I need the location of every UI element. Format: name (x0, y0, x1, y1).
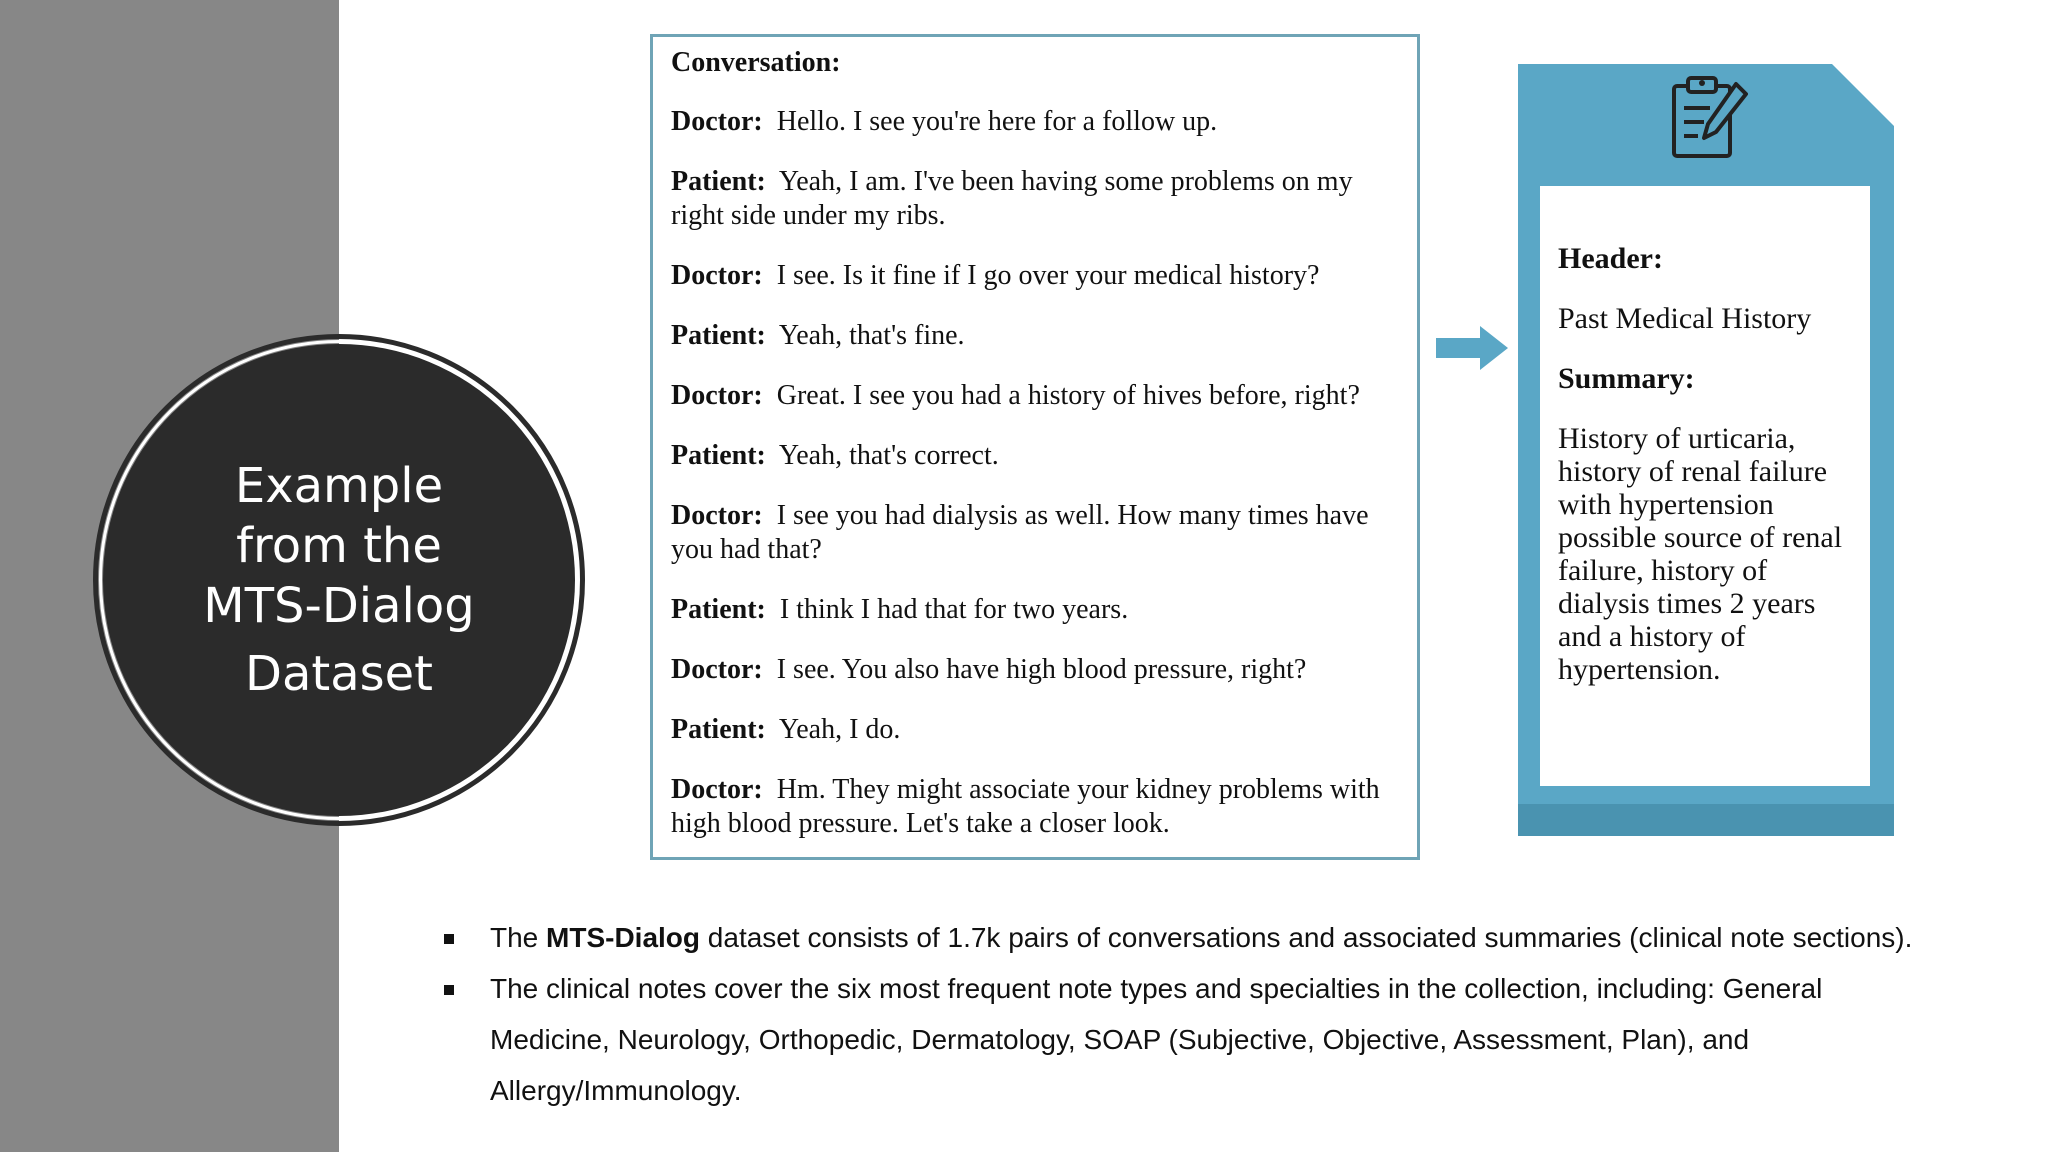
conversation-turn (671, 439, 1399, 473)
header-label: Header: (1558, 242, 1663, 275)
turn-text: I see. You also have high blood pressure, right? (776, 654, 1307, 685)
turn-text: Hello. I see you're here for a follow up. (776, 106, 1218, 137)
arrow-right-icon (1436, 326, 1508, 370)
turn-text: Hm. They might associate your kidney problems with high blood pressure. Let's take a closer look. (671, 774, 1380, 839)
conversation-turn (671, 499, 1399, 567)
title-line-3: MTS-Dialog (203, 578, 475, 634)
note-content (1540, 186, 1870, 786)
speaker-label: Patient: (671, 320, 766, 351)
conversation-turn (671, 653, 1399, 687)
bullet-item (440, 963, 1940, 1116)
conversation-turn (671, 593, 1399, 627)
header-value: Past Medical History (1558, 302, 1812, 335)
speaker-label: Doctor: (671, 500, 763, 531)
turn-text: Great. I see you had a history of hives before, right? (776, 380, 1360, 411)
dataset-name: MTS-Dialog (546, 922, 701, 953)
speaker-label: Doctor: (671, 260, 763, 291)
title-disc (103, 344, 575, 816)
conversation-box (650, 34, 1420, 860)
speaker-label: Doctor: (671, 380, 763, 411)
turn-text: Yeah, I do. (778, 714, 901, 745)
turn-text: Yeah, that's fine. (778, 320, 965, 351)
turn-text: I see. Is it fine if I go over your medical history? (776, 260, 1320, 291)
clipboard-icon (1670, 72, 1750, 160)
conversation-turn (671, 105, 1399, 139)
bullet-list (440, 912, 1940, 1116)
conversation-turn (671, 713, 1399, 747)
turn-text: I see you had dialysis as well. How many times have you had that? (671, 500, 1369, 565)
bullet-item (440, 912, 1940, 963)
title-line-2: from the (236, 518, 442, 574)
turn-text: I think I had that for two years. (779, 594, 1129, 625)
bullet-text-pre: The (490, 922, 547, 953)
speaker-label: Doctor: (671, 106, 763, 137)
speaker-label: Patient: (671, 714, 766, 745)
speaker-label: Patient: (671, 594, 766, 625)
conversation-turn (671, 259, 1399, 293)
bullet-text-post: dataset consists of 1.7k pairs of conversations and associated summaries (clinical note sections). (700, 922, 1913, 953)
summary-label: Summary: (1558, 362, 1695, 395)
title-line-4: Dataset (245, 646, 433, 702)
conversation-turn (671, 165, 1399, 233)
turn-text: Yeah, I am. I've been having some problems on my right side under my ribs. (671, 166, 1353, 231)
title-line-1: Example (234, 458, 444, 514)
speaker-label: Patient: (671, 166, 766, 197)
speaker-label: Patient: (671, 440, 766, 471)
conversation-heading: Conversation: (671, 47, 841, 78)
speaker-label: Doctor: (671, 654, 763, 685)
bullet-square-icon (444, 985, 454, 995)
bullet-square-icon (444, 934, 454, 944)
conversation-turn (671, 379, 1399, 413)
speaker-label: Doctor: (671, 774, 763, 805)
conversation-turn (671, 319, 1399, 353)
bullet-text: The clinical notes cover the six most frequent note types and specialties in the collection, including: General Medicine, Neurology, Orthopedic, Dermatology, SOAP (Subjective, Objective, Assessment, Plan), and Allergy/Immunology. (490, 973, 1823, 1106)
turn-text: Yeah, that's correct. (778, 440, 999, 471)
conversation-turn (671, 773, 1399, 841)
summary-text: History of urticaria, history of renal failure with hypertension possible source of renal failure, history of dialysis times 2 years and a history of hypertension. (1558, 422, 1843, 686)
